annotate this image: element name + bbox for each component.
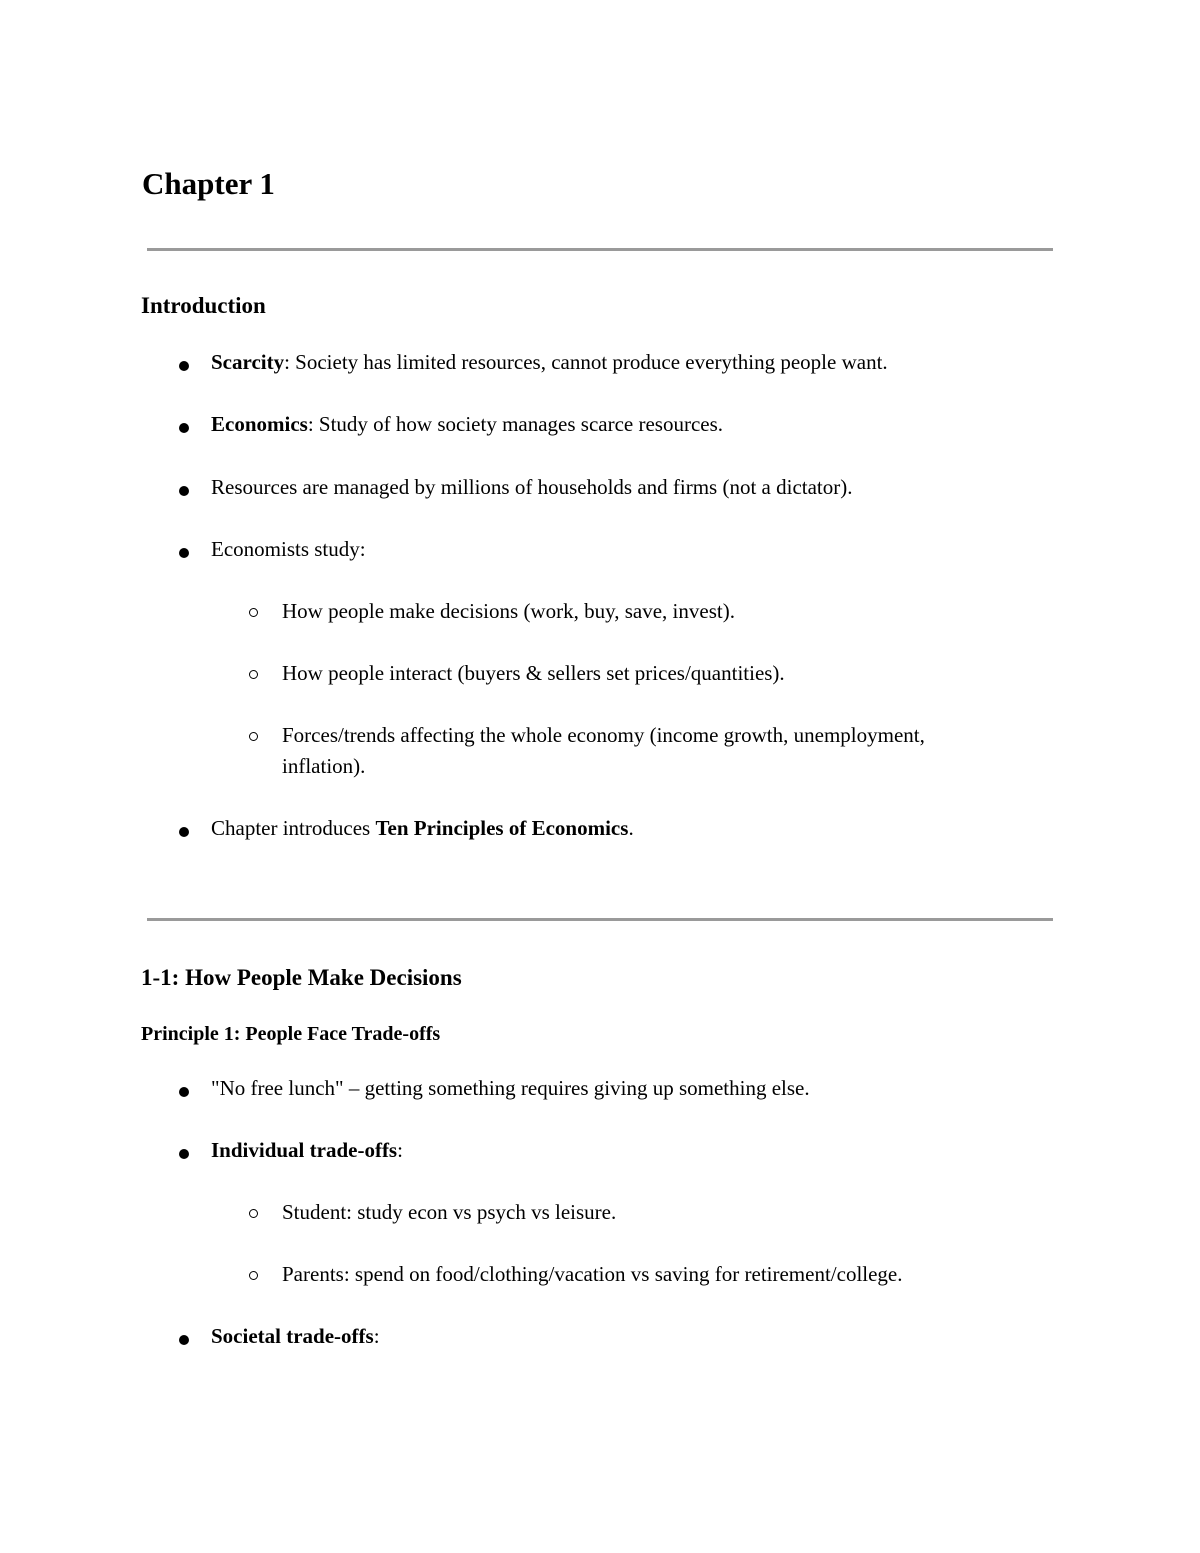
section-heading: 1-1: How People Make Decisions xyxy=(141,965,462,990)
list-item xyxy=(211,1140,403,1161)
text-colon: : xyxy=(373,1324,380,1348)
circle-bullet-icon xyxy=(249,1209,258,1218)
text-colon: : xyxy=(397,1138,403,1162)
term-individual-trade-offs: Individual trade-offs xyxy=(211,1138,398,1162)
list-item xyxy=(211,818,634,839)
chapter-title: Chapter 1 xyxy=(142,166,275,201)
list-item xyxy=(211,414,723,435)
circle-bullet-icon xyxy=(249,670,258,679)
list-item xyxy=(211,1326,380,1347)
bullet-icon xyxy=(179,548,189,558)
principle-heading: Principle 1: People Face Trade-offs xyxy=(141,1023,441,1045)
term-societal-trade-offs: Societal trade-offs xyxy=(211,1324,374,1348)
circle-bullet-icon xyxy=(249,1271,258,1280)
sub-list-item: How people interact (buyers & sellers set prices/quantities). xyxy=(282,661,785,685)
bullet-icon xyxy=(179,423,189,433)
term-scarcity: Scarcity xyxy=(211,350,285,374)
bullet-icon xyxy=(179,361,189,371)
list-item: Economists study: xyxy=(211,537,366,561)
horizontal-rule xyxy=(147,248,1053,251)
text-post: . xyxy=(628,816,634,840)
circle-bullet-icon xyxy=(249,732,258,741)
bullet-icon xyxy=(179,1087,189,1097)
circle-bullet-icon xyxy=(249,608,258,617)
list-item: "No free lunch" – getting something requires giving up something else. xyxy=(211,1076,810,1100)
sub-list-item: Forces/trends affecting the whole economy (income growth, unemployment, xyxy=(282,723,925,747)
intro-heading: Introduction xyxy=(141,293,266,318)
list-item: Resources are managed by millions of households and firms (not a dictator). xyxy=(211,475,853,499)
sub-list-item-continuation: inflation). xyxy=(282,754,366,778)
horizontal-rule xyxy=(147,918,1053,921)
sub-list-item: How people make decisions (work, buy, save, invest). xyxy=(282,599,735,623)
sub-list-item: Parents: spend on food/clothing/vacation vs saving for retirement/college. xyxy=(282,1262,903,1286)
definition-scarcity: : Society has limited resources, cannot produce everything people want. xyxy=(284,350,888,374)
text-pre: Chapter introduces xyxy=(211,816,376,840)
bullet-icon xyxy=(179,827,189,837)
bullet-icon xyxy=(179,1335,189,1345)
term-economics: Economics xyxy=(211,412,308,436)
term-ten-principles: Ten Principles of Economics xyxy=(375,816,629,840)
sub-list-item: Student: study econ vs psych vs leisure. xyxy=(282,1200,617,1224)
definition-economics: : Study of how society manages scarce resources. xyxy=(307,412,724,436)
bullet-icon xyxy=(179,1149,189,1159)
list-item xyxy=(211,352,888,373)
bullet-icon xyxy=(179,486,189,496)
